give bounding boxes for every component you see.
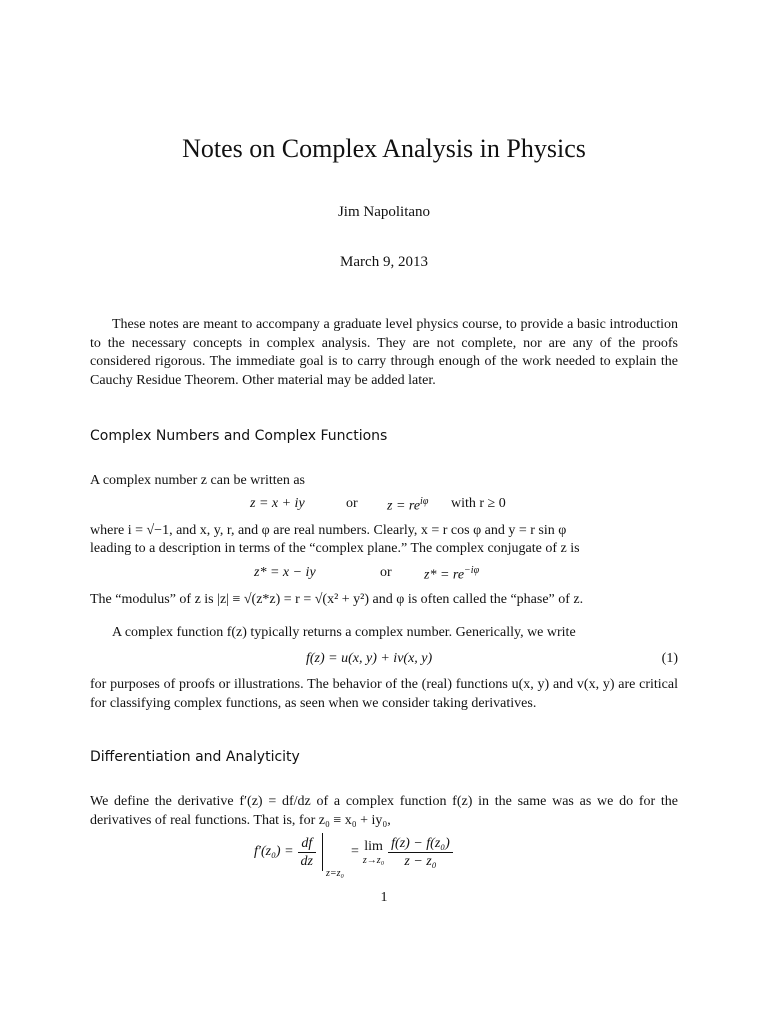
paragraph-line: leading to a description in terms of the “complex plane.” The complex conjugate of z is: [90, 541, 580, 556]
equation-number: (1): [661, 651, 678, 666]
author: Jim Napolitano: [337, 204, 431, 220]
fraction-difference-quotient: [388, 835, 453, 870]
equation-polar-base: z = re: [387, 498, 421, 514]
page-number: 1: [380, 890, 388, 905]
equation-or: or: [380, 565, 392, 580]
equation-condition: with r ≥ 0: [451, 496, 506, 511]
equation-conjugate-cartesian: z* = x − iy: [254, 565, 316, 580]
equation-polar: [387, 496, 428, 515]
paragraph: for purposes of proofs or illustrations. The behavior of the (real) functions u(x, y) and v(x, y) are critical for classifying complex functions, as seen when we consider taking derivatives.: [90, 677, 678, 711]
equals-sign: =: [351, 844, 359, 859]
paragraph: A complex number z can be written as: [90, 473, 305, 488]
limit-subscript: z→z₀: [362, 854, 385, 866]
equation-derivative-definition: [254, 833, 453, 879]
fraction-numerator: f(z) − f(z₀): [388, 835, 453, 853]
equation-or: or: [346, 496, 358, 511]
equation-cartesian: z = x + iy: [250, 496, 305, 511]
fraction-numerator: df: [298, 835, 316, 853]
section-heading-differentiation: Differentiation and Analyticity: [90, 749, 300, 765]
page-title: Notes on Complex Analysis in Physics: [182, 134, 586, 163]
date: March 9, 2013: [340, 254, 428, 270]
abstract: These notes are meant to accompany a graduate level physics course, to provide a basic introduction to the necessary concepts in complex analysis. They are not complete, nor are any of the proofs considered rigorous. The immediate goal is to carry through enough of the work needed to explain the Cauchy Residue Theorem. Other material may be added later.: [90, 317, 678, 388]
paragraph: A complex function f(z) typically returns a complex number. Generically, we write: [112, 625, 576, 640]
paragraph-modulus: The “modulus” of z is |z| ≡ √(z*z) = r = √(x² + y²) and φ is often called the “phase” of z.: [90, 592, 584, 607]
evaluation-bar: [322, 833, 345, 879]
fraction-denominator: dz: [300, 853, 313, 869]
equation-1: f(z) = u(x, y) + iv(x, y): [306, 651, 433, 666]
paragraph: We define the derivative f′(z) = df/dz of a complex function f(z) in the same was as we do for the derivatives of real functions. That is, for z₀ ≡ x₀ + iy₀,: [90, 794, 678, 828]
evaluation-subscript: z=z₀: [326, 868, 345, 879]
limit-operator: [363, 839, 384, 866]
limit-word: lim: [364, 838, 383, 854]
equation-polar-exponent: iφ: [420, 496, 429, 507]
derivative-lhs: f′(z₀) =: [254, 844, 294, 859]
fraction-df-dz: [298, 835, 316, 870]
equation-conjugate-polar: [424, 565, 479, 584]
equation-conjugate-polar-base: z* = re: [424, 567, 465, 583]
equation-conjugate-polar-exponent: −iφ: [464, 565, 480, 576]
fraction-denominator: z − z₀: [404, 853, 437, 869]
paragraph-line: where i = √−1, and x, y, r, and φ are real numbers. Clearly, x = r cos φ and y = r sin φ: [90, 523, 567, 538]
section-heading-complex-numbers: Complex Numbers and Complex Functions: [90, 428, 388, 444]
